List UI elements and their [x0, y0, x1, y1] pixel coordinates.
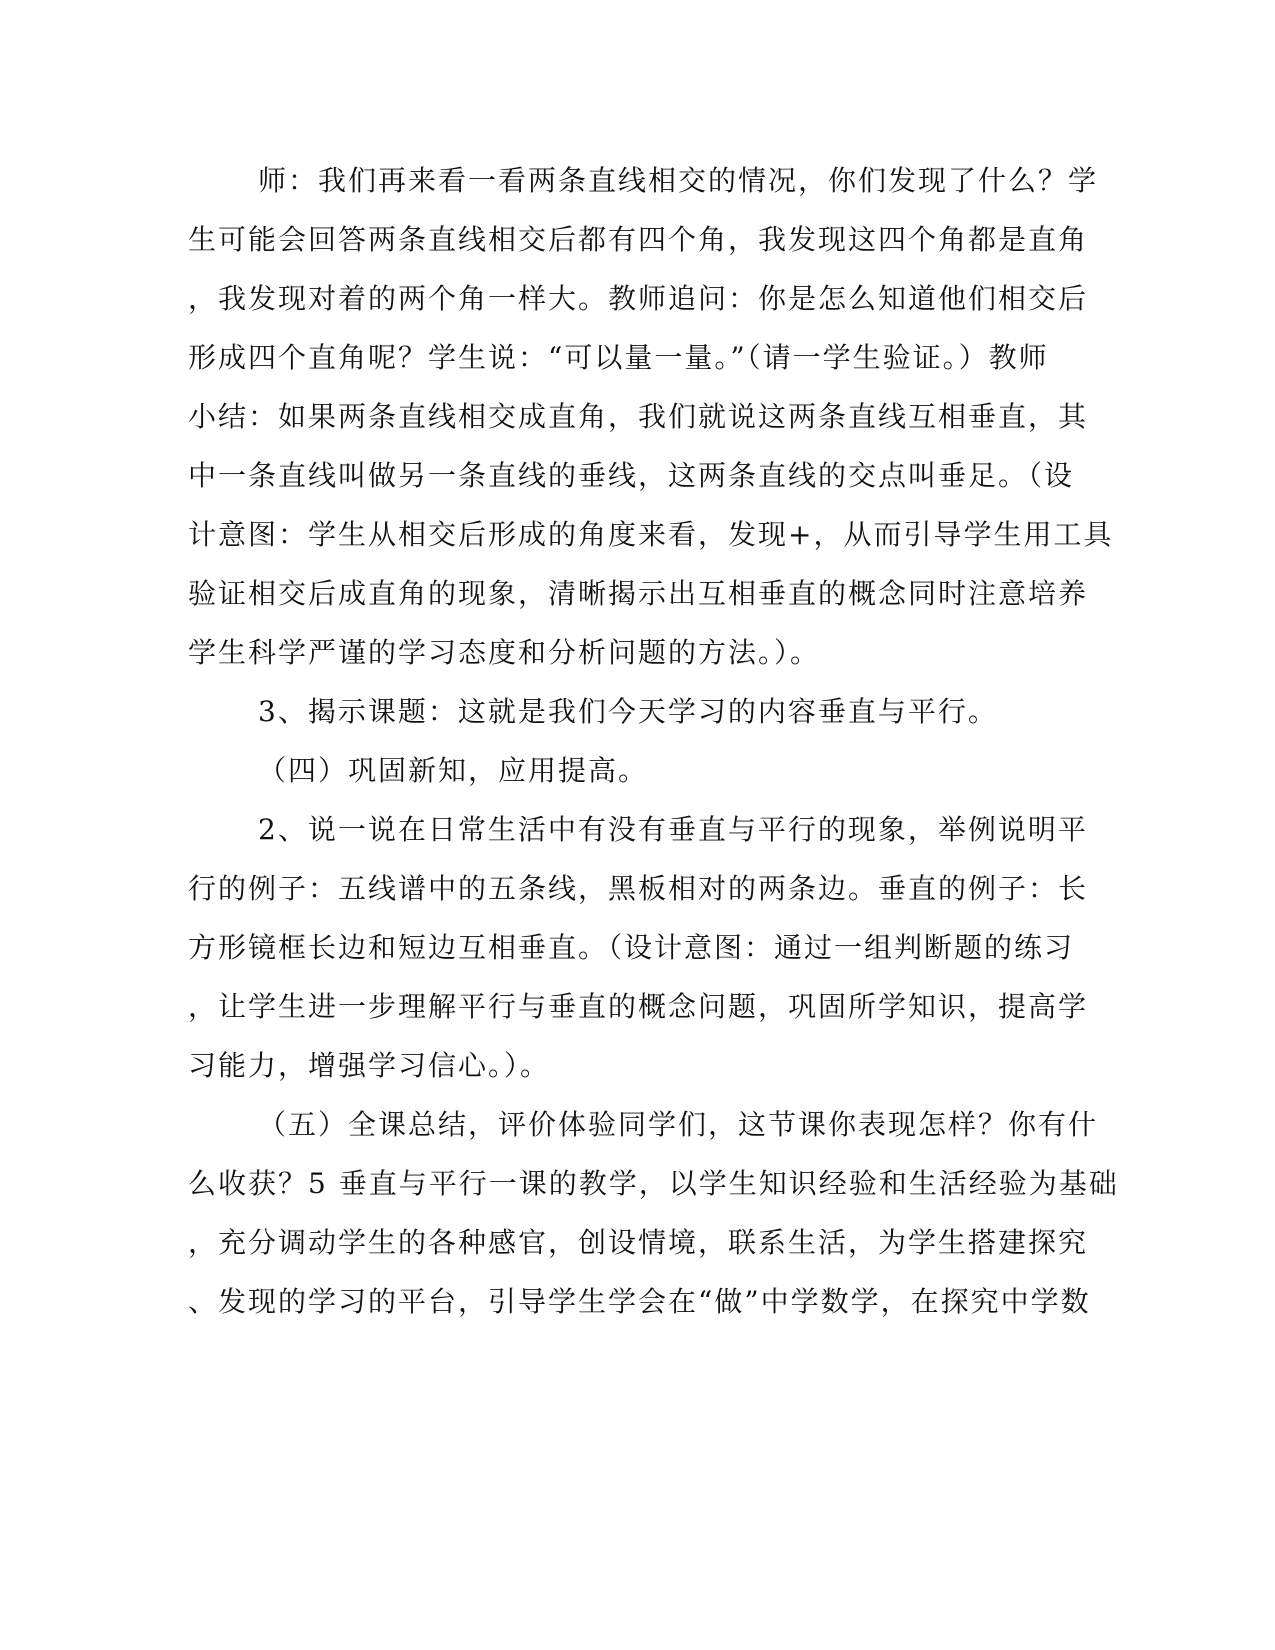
text-line: 计意图：学生从相交后形成的角度来看，发现+，从而引导学生用工具 — [188, 518, 1114, 551]
text-line: ，让学生进一步理解平行与垂直的概念问题，巩固所学知识，提高学 — [188, 990, 1089, 1023]
text-line: ，我发现对着的两个角一样大。教师追问：你是怎么知道他们相交后 — [188, 282, 1089, 315]
text-line: 方形镜框长边和短边互相垂直。（设计意图：通过一组判断题的练习 — [188, 931, 1075, 964]
text-line: 师：我们再来看一看两条直线相交的情况，你们发现了什么？学 — [258, 164, 1099, 197]
text-line: （四）巩固新知，应用提高。 — [258, 754, 649, 787]
text-line: 行的例子：五线谱中的五条线，黑板相对的两条边。垂直的例子：长 — [188, 872, 1089, 905]
text-line: 验证相交后成直角的现象，清晰揭示出互相垂直的概念同时注意培养 — [188, 577, 1089, 610]
text-line: 生可能会回答两条直线相交后都有四个角，我发现这四个角都是直角 — [188, 223, 1089, 256]
text-line: 2、说一说在日常生活中有没有垂直与平行的现象，举例说明平 — [258, 813, 1088, 846]
text-line: 习能力，增强学习信心。）。 — [188, 1049, 551, 1082]
text-line: 3、揭示课题：这就是我们今天学习的内容垂直与平行。 — [258, 695, 998, 728]
text-line: ，充分调动学生的各种感官，创设情境，联系生活，为学生搭建探究 — [188, 1226, 1089, 1259]
text-line: 学生科学严谨的学习态度和分析问题的方法。）。 — [188, 636, 821, 669]
text-line: 、发现的学习的平台，引导学生学会在“做”中学数学，在探究中学数 — [188, 1285, 1091, 1318]
text-line: （五）全课总结，评价体验同学们，这节课你表现怎样？你有什 — [258, 1108, 1099, 1141]
text-line: 么收获？5 垂直与平行一课的教学，以学生知识经验和生活经验为基础 — [188, 1167, 1119, 1200]
text-line: 小结：如果两条直线相交成直角，我们就说这两条直线互相垂直，其 — [188, 400, 1089, 433]
text-line: 形成四个直角呢？学生说：“可以量一量。”（请一学生验证。）教师 — [188, 341, 1049, 374]
text-line: 中一条直线叫做另一条直线的垂线，这两条直线的交点叫垂足。（设 — [188, 459, 1075, 492]
